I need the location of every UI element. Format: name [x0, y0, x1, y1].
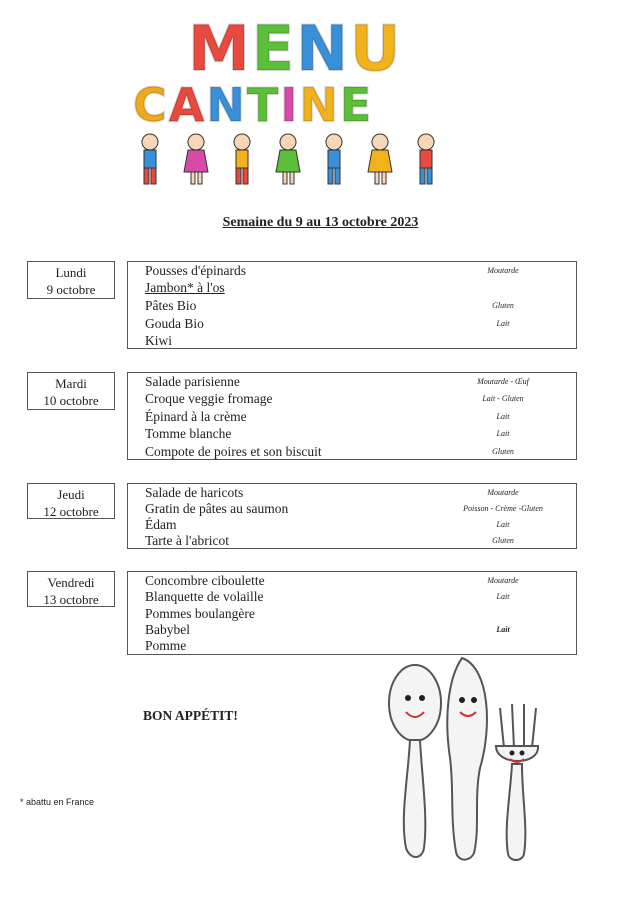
allergen: Lait [496, 412, 510, 421]
cutlery-illustration [370, 648, 565, 863]
allergen: Gluten [492, 301, 514, 310]
menu-box-vendredi [127, 571, 577, 655]
allergen: Lait - Gluten [482, 394, 524, 403]
dish: Compote de poires et son biscuit [145, 444, 322, 459]
day-box-mardi [27, 372, 115, 410]
allergen: Moutarde [487, 488, 519, 497]
day-date: 9 octobre [46, 282, 96, 297]
cantine-letter: I [280, 78, 300, 132]
allergen: Gluten [492, 536, 514, 545]
menu-box-lundi [127, 261, 577, 349]
dish: Blanquette de volaille [145, 589, 264, 604]
dish: Pousses d'épinards [145, 263, 247, 278]
day-box-lundi [27, 261, 115, 299]
week-label: Semaine du 9 au 13 octobre 2023 [222, 215, 419, 230]
day-date: 10 octobre [43, 393, 99, 408]
day-box-jeudi [27, 483, 115, 519]
dish: Kiwi [145, 333, 172, 348]
fork-icon [507, 764, 526, 860]
cantine-title [133, 78, 374, 132]
dish: Croque veggie fromage [145, 391, 273, 406]
menu-box-mardi [127, 372, 577, 460]
cantine-letter: A [168, 78, 207, 132]
day-name: Lundi [55, 265, 87, 280]
spoon-icon [389, 665, 441, 741]
cantine-letter: N [299, 78, 340, 132]
dish: Tomme blanche [145, 426, 232, 441]
allergen: Gluten [492, 447, 514, 456]
allergen: Lait [496, 592, 510, 601]
allergen: Lait [496, 319, 510, 328]
menu-letter: E [251, 12, 297, 85]
day-name: Vendredi [47, 575, 95, 590]
menu-letter: N [296, 12, 350, 85]
allergen: Moutarde - Œuf [477, 377, 529, 386]
dish: Babybel [145, 622, 190, 637]
allergen: Moutarde [487, 266, 519, 275]
knife-icon [447, 658, 487, 860]
dish: Tarte à l'abricot [145, 533, 229, 548]
cantine-letter: C [133, 78, 169, 132]
allergen: Lait [496, 625, 510, 634]
allergen: Lait [496, 429, 510, 438]
day-date: 13 octobre [43, 592, 99, 607]
dish: Salade de haricots [145, 485, 244, 500]
dish: Salade parisienne [145, 374, 240, 389]
menu-letter: U [349, 12, 403, 85]
dish: Pommes boulangère [145, 606, 255, 621]
menu-title [188, 12, 403, 85]
bon-appetit-text: BON APPÉTIT! [143, 708, 238, 723]
dish: Épinard à la crème [145, 409, 247, 424]
allergen: Lait [496, 520, 510, 529]
day-box-vendredi [27, 571, 115, 607]
dish: Édam [145, 517, 177, 532]
dish: Gouda Bio [145, 316, 204, 331]
dish: Gratin de pâtes au saumon [145, 501, 289, 516]
menu-letter: M [188, 12, 252, 85]
dish: Pâtes Bio [145, 298, 197, 313]
allergen: Moutarde [487, 576, 519, 585]
dish: Jambon* à l'os [145, 280, 225, 295]
dish: Pomme [145, 638, 187, 653]
cantine-letter: N [206, 78, 247, 132]
day-name: Mardi [55, 376, 87, 391]
dish: Concombre ciboulette [145, 573, 265, 588]
day-name: Jeudi [57, 487, 85, 502]
footnote: * abattu en France [20, 797, 95, 807]
day-date: 12 octobre [43, 504, 99, 519]
cantine-letter: E [339, 78, 374, 132]
kids-illustration [128, 124, 458, 194]
menu-box-jeudi [127, 483, 577, 549]
allergen: Poisson - Crème -Gluten [463, 504, 543, 513]
cantine-letter: T [246, 78, 281, 132]
